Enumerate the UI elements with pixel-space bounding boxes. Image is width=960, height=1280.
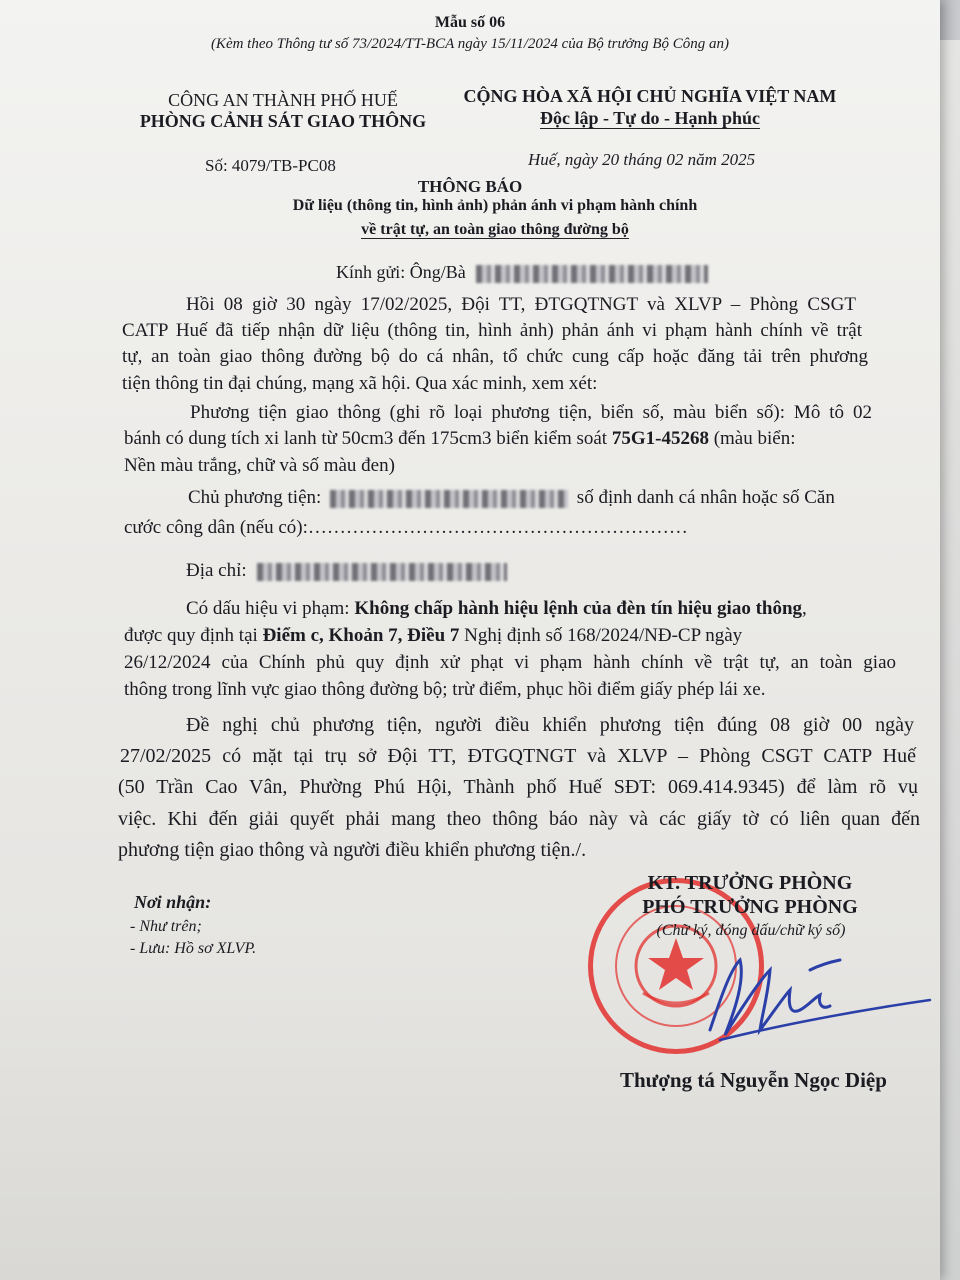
vehicle-line1: Phương tiện giao thông (ghi rõ loại phương tiện, biển số, màu biển số): Mô tô 02 [190, 402, 872, 423]
request-line4: việc. Khi đến giải quyết phải mang theo thông báo này và các giấy tờ có liên quan đến [118, 808, 920, 830]
regulation-line3: thông trong lĩnh vực giao thông đường bộ; trừ điểm, phục hồi điểm giấy phép lái xe. [124, 679, 766, 700]
para1-line3: tự, an toàn giao thông đường bộ do cá nhân, tổ chức cung cấp hoặc đăng tải trên phương [122, 346, 868, 367]
motto-text: Độc lập - Tự do - Hạnh phúc [539, 108, 761, 128]
regulation-decree: Nghị định số 168/2024/NĐ-CP ngày [459, 625, 743, 646]
owner-line [188, 485, 888, 511]
address-line [186, 558, 786, 584]
para1-line1: Hồi 08 giờ 30 ngày 17/02/2025, Đội TT, ĐTGQTNGT và XLVP – Phòng CSGT [186, 294, 856, 315]
recipient-item: - Lưu: Hồ sơ XLVP. [130, 940, 257, 957]
id-line: cước công dân (nếu có):…………………………………………………… [124, 517, 688, 538]
regulation-clause: Điểm c, Khoản 7, Điều 7 [262, 625, 460, 646]
motto [440, 108, 860, 129]
vehicle-line3: Nền màu trắng, chữ và số màu đen) [124, 455, 395, 476]
address-label: Địa chỉ: [186, 560, 247, 581]
country-name: CỘNG HÒA XÃ HỘI CHỦ NGHĨA VIỆT NAM [463, 86, 837, 106]
form-number: Mẫu số 06 [434, 14, 506, 31]
signature-note: (Chữ ký, đóng dấu/chữ ký số) [656, 922, 846, 939]
notice-subtitle-2-text: về trật tự, an toàn giao thông đường bộ [361, 221, 629, 238]
org-name: PHÒNG CẢNH SÁT GIAO THÔNG [139, 111, 427, 131]
org-parent: CÔNG AN THÀNH PHỐ HUẾ [168, 90, 398, 110]
notice-subtitle-1: Dữ liệu (thông tin, hình ảnh) phản ánh vi phạm hành chính [292, 197, 698, 214]
para1-line2: CATP Huế đã tiếp nhận dữ liệu (thông tin, hình ảnh) phản ánh vi phạm hành chính về trật [122, 320, 862, 341]
signature-title-1: KT. TRƯỞNG PHÒNG [647, 872, 853, 894]
violation-label: Có dấu hiệu vi phạm: [186, 598, 355, 619]
addressee [336, 262, 708, 283]
addressee-label: Kính gửi: Ông/Bà [336, 262, 466, 282]
handwritten-signature [690, 940, 940, 1050]
request-line3: (50 Trần Cao Vân, Phường Phú Hội, Thành phố Huế SĐT: 069.414.9345) để làm rõ vụ [118, 776, 918, 798]
recipient-item: - Như trên; [130, 918, 202, 935]
violation-text: Không chấp hành hiệu lệnh của đèn tín hiệu giao thông [354, 598, 803, 619]
owner-label: Chủ phương tiện: [188, 487, 322, 508]
doc-number: Số: 4079/TB-PC08 [205, 156, 336, 175]
license-plate: 75G1-45268 [611, 428, 709, 449]
request-line1: Đề nghị chủ phương tiện, người điều khiển phương tiện đúng 08 giờ 00 ngày [186, 714, 914, 736]
signature-title-2: PHÓ TRƯỞNG PHÒNG [642, 896, 858, 918]
request-line5: phương tiện giao thông và người điều khiển phương tiện./. [118, 839, 587, 861]
request-line2: 27/02/2025 có mặt tại trụ sở Đội TT, ĐTGQTNGT và XLVP – Phòng CSGT CATP Huế [120, 745, 916, 767]
vehicle-desc: bánh có dung tích xi lanh từ 50cm3 đến 175cm3 biển kiểm soát [124, 428, 612, 449]
redacted-owner [330, 490, 568, 508]
place-date: Huế, ngày 20 tháng 02 năm 2025 [528, 150, 756, 169]
notice-subtitle-2 [0, 221, 960, 239]
owner-id-label: số định danh cá nhân hoặc số Căn [576, 487, 835, 508]
regulation-prefix: được quy định tại [124, 625, 263, 646]
regulation-line1 [124, 623, 894, 649]
recipients-label: Nơi nhận: [134, 892, 212, 912]
redacted-name [476, 265, 708, 283]
notice-title: THÔNG BÁO [417, 177, 523, 196]
plate-color-label: (màu biển: [708, 428, 796, 449]
signer-name: Thượng tá Nguyễn Ngọc Diệp [620, 1068, 887, 1092]
violation-line [186, 596, 906, 622]
redacted-address [257, 563, 507, 581]
regulation-line2: 26/12/2024 của Chính phủ quy định xử phạt vi phạm hành chính về trật tự, an toàn giao [124, 652, 896, 673]
para1-line4: tiện thông tin đại chúng, mạng xã hội. Qua xác minh, xem xét: [122, 373, 598, 394]
form-reference: (Kèm theo Thông tư số 73/2024/TT-BCA ngày 15/11/2024 của Bộ trưởng Bộ Công an) [210, 36, 730, 52]
violation-comma: , [802, 598, 807, 619]
vehicle-line2 [124, 426, 884, 452]
